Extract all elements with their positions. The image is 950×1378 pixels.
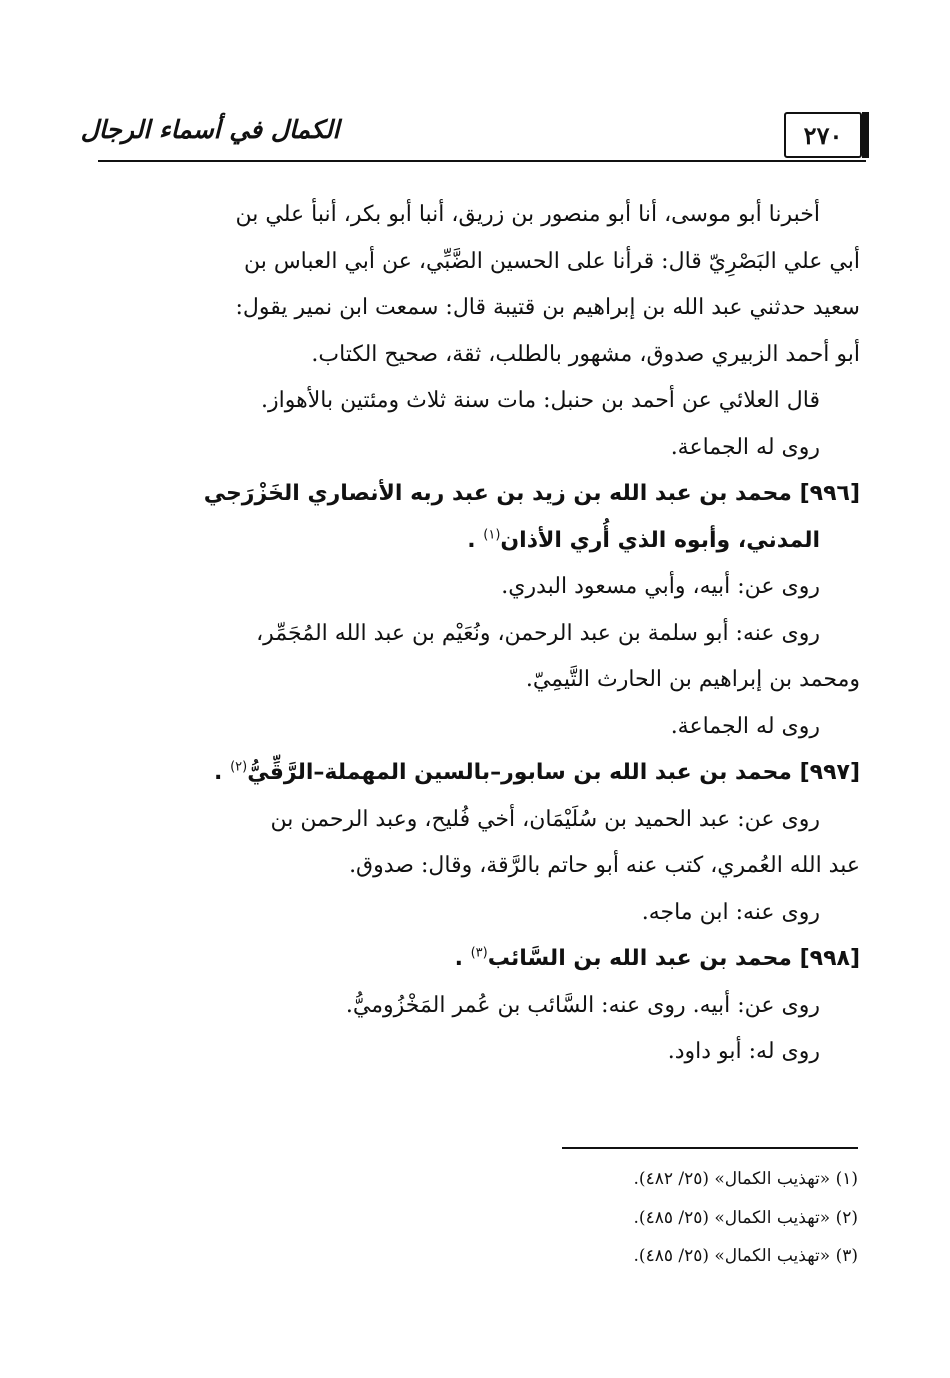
footnotes <box>358 1160 858 1276</box>
footnote-ref-1: (١) <box>483 527 501 543</box>
entry-997-heading-text: [٩٩٧] محمد بن عبد الله بن سابور–بالسين المهملة–الرَّقِّيُّ <box>247 760 860 785</box>
page-number <box>784 112 862 158</box>
heading-period: . <box>467 527 484 553</box>
text-line: أخبرنا أبو موسى، أنا أبو منصور بن زريق، أنبا أبو بكر، أنبأ علي بن <box>235 202 820 227</box>
entry-996-heading <box>90 471 860 564</box>
text-line: روى له: أبو داود. <box>667 1039 820 1064</box>
footnote-ref-3: (٣) <box>470 945 488 961</box>
text-line: روى عنه: ابن ماجه. <box>641 899 820 925</box>
footnote-3: (٣) «تهذيب الكمال» (٢٥/ ٤٨٥). <box>633 1246 858 1266</box>
entry-996-heading-continuation <box>90 518 860 565</box>
header-divider <box>98 160 866 162</box>
text-line: أبو أحمد الزبيري صدوق، مشهور بالطلب، ثقة، صحيح الكتاب. <box>311 341 860 367</box>
running-title: الكمال في أسماء الرجال <box>80 114 340 144</box>
text-line: عبد الله العُمري، كتب عنه أبو حاتم بالرَّقة، وقال: صدوق. <box>349 853 860 878</box>
text-line: روى عن: أبيه، وأبي مسعود البدري. <box>501 574 820 599</box>
entry-996-heading-line: [٩٩٦] محمد بن عبد الله بن زيد بن عبد ربه الأنصاري الخَزْرَجي <box>203 481 860 506</box>
text-line: روى له الجماعة. <box>670 434 820 460</box>
text-line: قال العلائي عن أحمد بن حنبل: مات سنة ثلاث ومئتين بالأهواز. <box>261 388 820 413</box>
entry-997-heading <box>90 750 860 797</box>
entry-996-heading-text: المدني، وأبوه الذي أُري الأذان <box>500 527 820 553</box>
heading-period: . <box>454 946 471 971</box>
main-text <box>90 192 860 1076</box>
heading-period: . <box>214 760 231 785</box>
text-line: روى عنه: أبو سلمة بن عبد الرحمن، ونُعَيْم بن عبد الله المُجَمِّر، <box>256 620 820 646</box>
text-line: روى له الجماعة. <box>670 713 820 739</box>
text-line: أبي علي البَصْرِيّ قال: قرأنا على الحسين الضَّبِّي، عن أبي العباس بن <box>243 248 860 274</box>
text-line: روى عن: أبيه. روى عنه: السَّائب بن عُمر المَخْزُوميُّ. <box>345 992 820 1018</box>
footnote-divider <box>562 1147 858 1149</box>
text-line: سعيد حدثني عبد الله بن إبراهيم بن قتيبة قال: سمعت ابن نمير يقول: <box>235 295 860 320</box>
footnote-2: (٢) «تهذيب الكمال» (٢٥/ ٤٨٥). <box>633 1207 858 1228</box>
entry-998-heading-text: [٩٩٨] محمد بن عبد الله بن السَّائب <box>487 946 860 971</box>
footnote-1: (١) «تهذيب الكمال» (٢٥/ ٤٨٢). <box>633 1169 858 1189</box>
footnote-ref-2: (٢) <box>230 759 248 775</box>
text-line: ومحمد بن إبراهيم بن الحارث التَّيمِيّ. <box>525 667 860 692</box>
text-line: روى عن: عبد الحميد بن سُلَيْمَان، أخي فُليح، وعبد الرحمن بن <box>270 806 820 832</box>
entry-998-heading <box>90 936 860 983</box>
page-number-text: ٢٧٠ <box>803 120 843 150</box>
